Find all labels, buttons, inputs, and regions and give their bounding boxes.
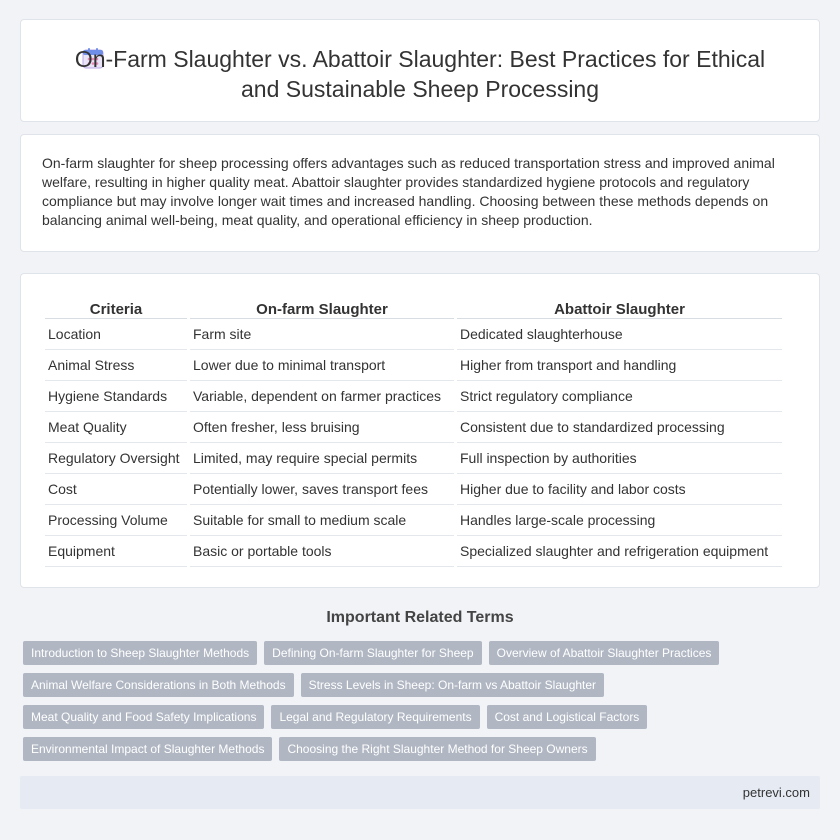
table-cell: Limited, may require special permits: [190, 443, 454, 474]
table-cell: Regulatory Oversight: [45, 443, 187, 474]
related-term-tag[interactable]: Introduction to Sheep Slaughter Methods: [23, 641, 257, 665]
table-cell: Basic or portable tools: [190, 536, 454, 567]
table-cell: Often fresher, less bruising: [190, 412, 454, 443]
table-cell: Hygiene Standards: [45, 381, 187, 412]
table-cell: Equipment: [45, 536, 187, 567]
related-term-tag[interactable]: Environmental Impact of Slaughter Methods: [23, 737, 272, 761]
table-cell: Handles large-scale processing: [457, 505, 782, 536]
table-cell: Strict regulatory compliance: [457, 381, 782, 412]
table-row: [45, 443, 782, 474]
related-term-tag[interactable]: Meat Quality and Food Safety Implications: [23, 705, 264, 729]
table-cell: Farm site: [190, 319, 454, 350]
table-cell: Processing Volume: [45, 505, 187, 536]
table-cell: Meat Quality: [45, 412, 187, 443]
header-card: [20, 19, 820, 122]
column-header: On-farm Slaughter: [190, 296, 454, 319]
related-term-tag[interactable]: Defining On-farm Slaughter for Sheep: [264, 641, 481, 665]
comparison-table-card: [20, 273, 820, 588]
table-row: [45, 505, 782, 536]
related-term-tag[interactable]: Cost and Logistical Factors: [487, 705, 648, 729]
table-row: [45, 474, 782, 505]
related-term-tag[interactable]: Stress Levels in Sheep: On-farm vs Abattoir Slaughter: [301, 673, 604, 697]
summary-card: [20, 134, 820, 252]
related-terms-title: Important Related Terms: [326, 609, 514, 626]
footer: [20, 776, 820, 809]
table-row: [45, 536, 782, 567]
table-cell: Specialized slaughter and refrigeration equipment: [457, 536, 782, 567]
table-row: [45, 350, 782, 381]
table-row: [45, 319, 782, 350]
table-cell: Suitable for small to medium scale: [190, 505, 454, 536]
table-cell: Location: [45, 319, 187, 350]
table-cell: Consistent due to standardized processing: [457, 412, 782, 443]
table-row: [45, 412, 782, 443]
table-cell: Animal Stress: [45, 350, 187, 381]
column-header: Abattoir Slaughter: [457, 296, 782, 319]
column-header: Criteria: [45, 296, 187, 319]
related-term-tag[interactable]: Overview of Abattoir Slaughter Practices: [489, 641, 720, 665]
related-term-tag[interactable]: Animal Welfare Considerations in Both Methods: [23, 673, 294, 697]
table-cell: Lower due to minimal transport: [190, 350, 454, 381]
table-cell: Higher from transport and handling: [457, 350, 782, 381]
table-cell: Full inspection by authorities: [457, 443, 782, 474]
comparison-table: [42, 296, 785, 567]
tag-row: [23, 673, 823, 697]
table-cell: Potentially lower, saves transport fees: [190, 474, 454, 505]
tag-row: [23, 705, 823, 729]
table-cell: Variable, dependent on farmer practices: [190, 381, 454, 412]
page-title: On-Farm Slaughter vs. Abattoir Slaughter: Best Practices for Ethical and Sustainable Sheep Processing: [74, 46, 766, 102]
footer-site-link[interactable]: petrevi.com: [742, 785, 810, 800]
table-cell: Cost: [45, 474, 187, 505]
table-cell: Higher due to facility and labor costs: [457, 474, 782, 505]
table-header-row: [45, 296, 782, 319]
related-terms-list: [23, 641, 823, 769]
table-cell: Dedicated slaughterhouse: [457, 319, 782, 350]
table-row: [45, 381, 782, 412]
related-term-tag[interactable]: Legal and Regulatory Requirements: [271, 705, 479, 729]
summary-text: On-farm slaughter for sheep processing offers advantages such as reduced transportation stress and improved animal welfare, resulting in higher quality meat. Abattoir slaughter provides standardized hygiene protocols and regulatory compliance but may involve longer wait times and increased handling. Choosing between these methods depends on balancing animal well-being, meat quality, and operational efficiency in sheep production.: [42, 155, 775, 228]
tag-row: [23, 737, 823, 761]
related-term-tag[interactable]: Choosing the Right Slaughter Method for Sheep Owners: [279, 737, 595, 761]
tag-row: [23, 641, 823, 665]
